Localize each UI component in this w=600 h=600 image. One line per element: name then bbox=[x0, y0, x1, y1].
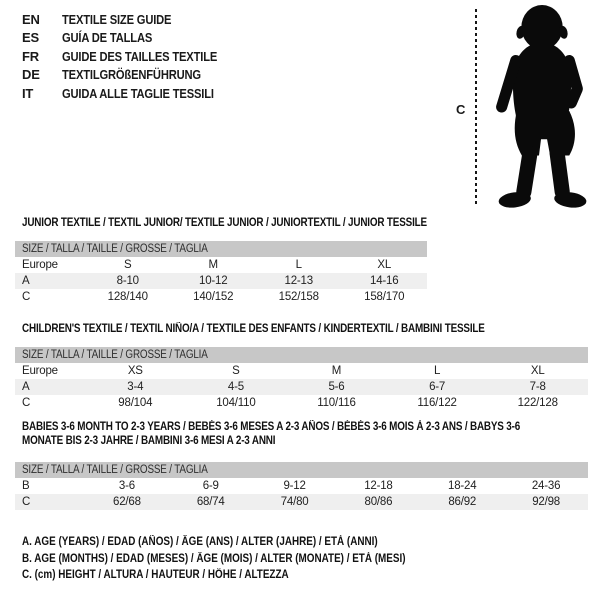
table-cell: 12-18 bbox=[364, 480, 393, 492]
size-header-text: SIZE / TALLA / TAILLE / GRÖSSE / TAGLIA bbox=[22, 242, 208, 255]
lang-row-fr bbox=[22, 47, 242, 66]
height-dashed-line-icon bbox=[475, 9, 477, 207]
lang-row-en bbox=[22, 10, 242, 29]
table-row-columns bbox=[15, 363, 588, 379]
lang-label: GUIDE DES TAILLES TEXTILE bbox=[62, 48, 218, 64]
row-label: Europe bbox=[22, 258, 58, 271]
table-cell: L bbox=[295, 258, 302, 271]
table-cell: 10-12 bbox=[199, 274, 228, 287]
table-title-text: JUNIOR TEXTILE / TEXTIL JUNIOR/ TEXTILE JUNIOR / JUNIORTEXTIL / JUNIOR TESSILE bbox=[22, 217, 427, 229]
table-cell: 80/86 bbox=[364, 496, 393, 508]
table-body bbox=[15, 478, 588, 510]
size-header-text: SIZE / TALLA / TAILLE / GRÖSSE / TAGLIA bbox=[22, 464, 208, 476]
table-title bbox=[22, 217, 427, 231]
table-cell: M bbox=[331, 364, 342, 377]
lang-label: TEXTILGRÖßENFÜHRUNG bbox=[62, 67, 201, 83]
lang-label: TEXTILE SIZE GUIDE bbox=[62, 11, 172, 27]
row-label: A bbox=[22, 380, 30, 393]
table-cell: 7-8 bbox=[529, 380, 546, 393]
row-label: A bbox=[22, 274, 30, 287]
table-row-A bbox=[15, 379, 588, 395]
legend-line-b: B. AGE (MONTHS) / EDAD (MESES) / ÂGE (MOIS) / ALTER (MONATE) / ETÀ (MESI) bbox=[22, 552, 406, 565]
language-guide bbox=[22, 10, 242, 103]
table-cell: XL bbox=[530, 364, 545, 377]
legend-line-a: A. AGE (YEARS) / EDAD (AÑOS) / ÂGE (ANS) / ALTER (JAHRE) / ETÀ (ANNI) bbox=[22, 536, 378, 548]
size-header bbox=[15, 462, 588, 478]
table-row-A bbox=[15, 273, 427, 289]
legend bbox=[22, 534, 468, 584]
table-title bbox=[22, 421, 588, 448]
legend-line-c: C. (cm) HEIGHT / ALTURA / HAUTEUR / HÖHE / ALTEZZA bbox=[22, 569, 289, 581]
junior-textile-table bbox=[15, 217, 427, 305]
babies-textile-table bbox=[15, 421, 588, 510]
table-row-B bbox=[15, 478, 588, 494]
table-cell: 92/98 bbox=[532, 496, 560, 508]
row-label: Europe bbox=[22, 364, 58, 377]
table-cell: 14-16 bbox=[370, 274, 399, 287]
table-cell: 6-7 bbox=[429, 380, 446, 393]
size-header bbox=[15, 347, 588, 363]
table-cell: 98/104 bbox=[118, 396, 153, 409]
children-textile-table bbox=[15, 323, 588, 411]
table-cell: 128/140 bbox=[107, 290, 148, 303]
table-cell: 3-6 bbox=[118, 480, 135, 492]
table-cell: 152/158 bbox=[278, 290, 319, 303]
table-cell: XS bbox=[127, 364, 143, 377]
table-cell: 4-5 bbox=[227, 380, 244, 393]
table-cell: 86/92 bbox=[448, 496, 477, 508]
lang-code: EN bbox=[22, 11, 40, 27]
table-cell: 74/80 bbox=[280, 496, 309, 508]
table-cell: 158/170 bbox=[364, 290, 405, 303]
lang-row-de bbox=[22, 66, 242, 85]
lang-label: GUIDA ALLE TAGLIE TESSILI bbox=[62, 85, 214, 101]
table-cell: S bbox=[232, 364, 240, 377]
table-cell: S bbox=[124, 258, 132, 271]
table-cell: 3-4 bbox=[127, 380, 144, 393]
toddler-silhouette-icon bbox=[484, 2, 596, 214]
lang-label: GUÍA DE TALLAS bbox=[62, 30, 153, 46]
lang-row-it bbox=[22, 84, 242, 103]
table-cell: 122/128 bbox=[517, 396, 558, 409]
table-cell: 8-10 bbox=[116, 274, 139, 287]
lang-code: DE bbox=[22, 67, 40, 83]
row-label: C bbox=[22, 290, 31, 303]
lang-code: ES bbox=[22, 30, 39, 46]
table-cell: XL bbox=[377, 258, 392, 271]
table-cell: 104/110 bbox=[216, 396, 256, 409]
table-row-columns bbox=[15, 257, 427, 273]
table-row-C bbox=[15, 494, 588, 510]
size-header-text: SIZE / TALLA / TAILLE / GRÖSSE / TAGLIA bbox=[22, 348, 208, 361]
table-cell: 12-13 bbox=[284, 274, 313, 287]
row-label: C bbox=[22, 496, 31, 508]
table-cell: 9-12 bbox=[283, 480, 306, 492]
table-title-text: CHILDREN'S TEXTILE / TEXTIL NIÑO/A / TEXTILE DES ENFANTS / KINDERTEXTIL / BAMBINI TESSILE bbox=[22, 323, 485, 335]
size-figure bbox=[446, 2, 598, 214]
table-title-text: BABIES 3-6 MONTH TO 2-3 YEARS / BEBÉS 3-6 MESES A 2-3 AÑOS / BÉBÉS 3-6 MOIS À 2-3 ANS / BABYS 3-6 MONATE BIS 2-3 JAHRE / BAMBINI 3-6 MESI A 2-3 ANNI bbox=[22, 421, 521, 447]
table-row-C bbox=[15, 395, 588, 411]
table-cell: 62/68 bbox=[113, 496, 141, 508]
table-cell: 5-6 bbox=[328, 380, 345, 393]
size-header bbox=[15, 241, 427, 257]
table-cell: 116/122 bbox=[417, 396, 457, 409]
table-cell: M bbox=[208, 258, 218, 271]
table-body bbox=[15, 363, 588, 411]
lang-row-es bbox=[22, 29, 242, 48]
table-row-C bbox=[15, 289, 427, 305]
table-cell: 24-36 bbox=[531, 480, 561, 492]
lang-code: IT bbox=[22, 85, 34, 101]
table-cell: 18-24 bbox=[448, 480, 477, 492]
table-cell: 68/74 bbox=[196, 496, 225, 508]
row-label: B bbox=[22, 480, 30, 492]
table-cell: 6-9 bbox=[202, 480, 219, 492]
row-label: C bbox=[22, 396, 31, 409]
table-cell: 140/152 bbox=[193, 290, 234, 303]
table-title bbox=[22, 323, 588, 337]
height-line-label: C bbox=[456, 102, 466, 117]
table-cell: L bbox=[433, 364, 441, 377]
table-cell: 110/116 bbox=[317, 396, 356, 409]
table-body bbox=[15, 257, 427, 305]
lang-code: FR bbox=[22, 48, 39, 64]
